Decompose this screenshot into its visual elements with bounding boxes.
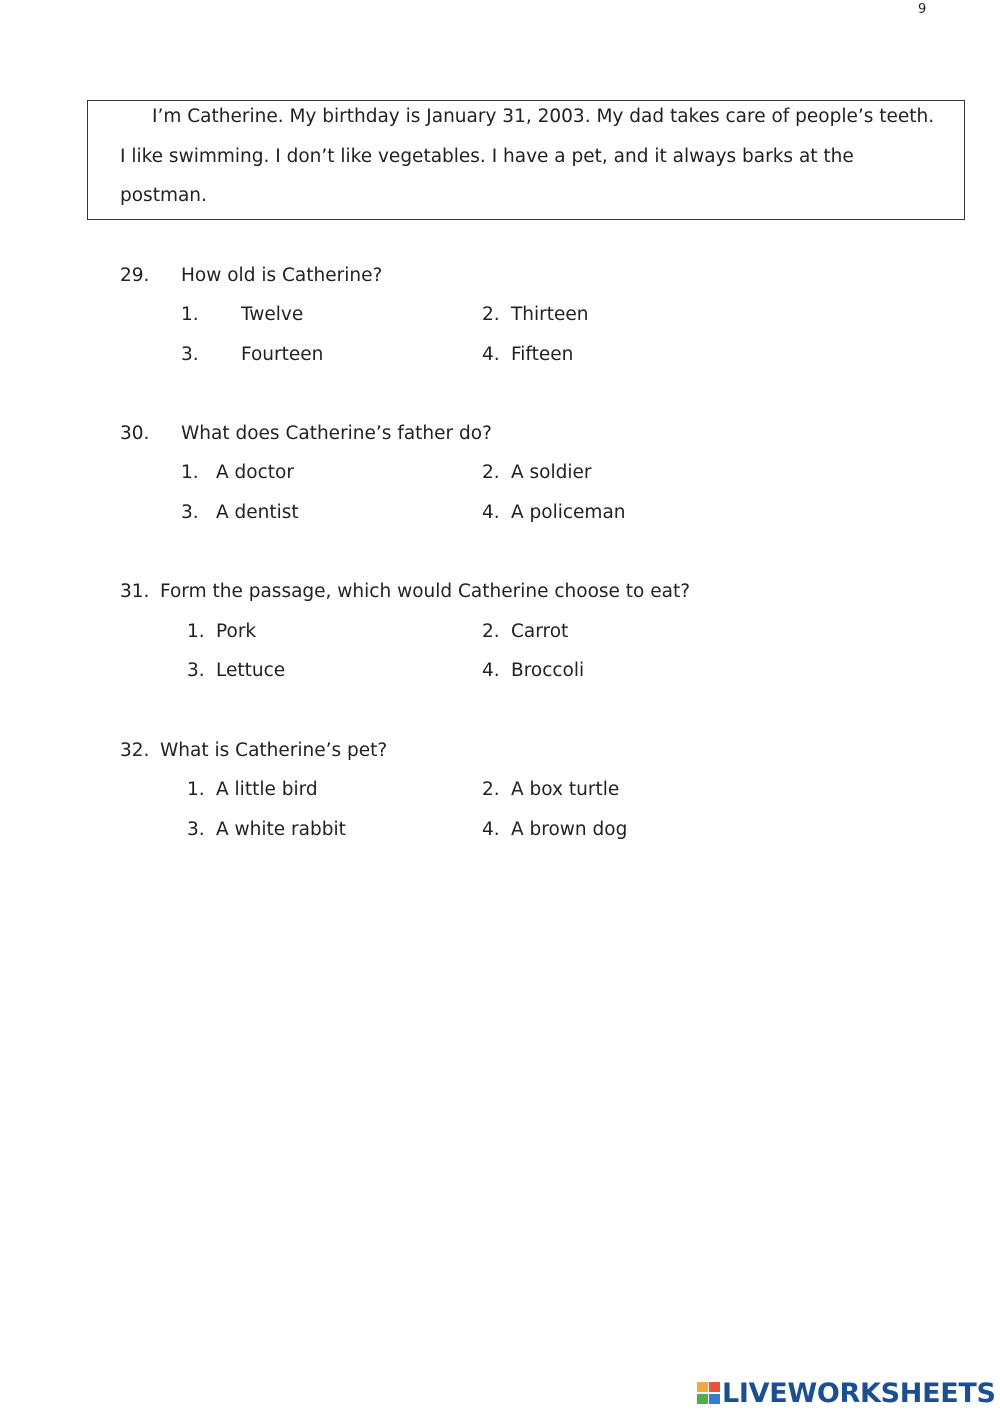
- option-text: A soldier: [511, 462, 592, 483]
- liveworksheets-logo[interactable]: [697, 1378, 997, 1410]
- option-number: 3.: [187, 660, 205, 681]
- option-text: Pork: [216, 621, 257, 642]
- liveworksheets-logo-icon: [697, 1382, 723, 1406]
- page-number: 9: [918, 2, 927, 17]
- option-text: A box turtle: [511, 779, 620, 800]
- option-text: A little bird: [216, 779, 318, 800]
- option-number: 1.: [181, 462, 199, 483]
- question-text: What is Catherine’s pet?: [160, 740, 388, 761]
- option-text: Twelve: [241, 304, 304, 325]
- option-number: 4.: [482, 660, 500, 681]
- option-number: 4.: [482, 819, 500, 840]
- passage-line-1: I’m Catherine. My birthday is January 31, 2003. My dad takes care of people’s teeth.: [152, 106, 935, 127]
- logo-square-2: [709, 1382, 720, 1392]
- option-number: 3.: [181, 502, 199, 523]
- option-number: 1.: [187, 621, 205, 642]
- question-number: 32.: [120, 740, 150, 761]
- option-number: 2.: [482, 304, 500, 325]
- option-number: 1.: [181, 304, 199, 325]
- option-text: Broccoli: [511, 660, 585, 681]
- passage-line-3: postman.: [120, 185, 207, 206]
- question-number: 29.: [120, 265, 150, 286]
- option-text: A white rabbit: [216, 819, 346, 840]
- option-text: Thirteen: [511, 304, 589, 325]
- logo-square-4: [709, 1394, 720, 1404]
- option-text: Fifteen: [511, 344, 574, 365]
- option-number: 2.: [482, 621, 500, 642]
- question-text: Form the passage, which would Catherine choose to eat?: [160, 581, 691, 602]
- option-text: Fourteen: [241, 344, 324, 365]
- option-number: 2.: [482, 462, 500, 483]
- option-text: A brown dog: [511, 819, 628, 840]
- question-text: What does Catherine’s father do?: [181, 423, 492, 444]
- option-text: A doctor: [216, 462, 294, 483]
- option-number: 2.: [482, 779, 500, 800]
- option-text: Lettuce: [216, 660, 286, 681]
- option-number: 1.: [187, 779, 205, 800]
- option-number: 3.: [187, 819, 205, 840]
- option-text: Carrot: [511, 621, 569, 642]
- liveworksheets-logo-text: LIVEWORKSHEETS: [722, 1378, 996, 1409]
- option-number: 3.: [181, 344, 199, 365]
- question-number: 30.: [120, 423, 150, 444]
- logo-square-1: [697, 1382, 708, 1392]
- question-text: How old is Catherine?: [181, 265, 383, 286]
- passage-line-2: I like swimming. I don’t like vegetables. I have a pet, and it always barks at the: [120, 146, 854, 167]
- question-number: 31.: [120, 581, 150, 602]
- option-number: 4.: [482, 344, 500, 365]
- logo-square-3: [697, 1394, 708, 1404]
- option-text: A dentist: [216, 502, 299, 523]
- option-number: 4.: [482, 502, 500, 523]
- option-text: A policeman: [511, 502, 626, 523]
